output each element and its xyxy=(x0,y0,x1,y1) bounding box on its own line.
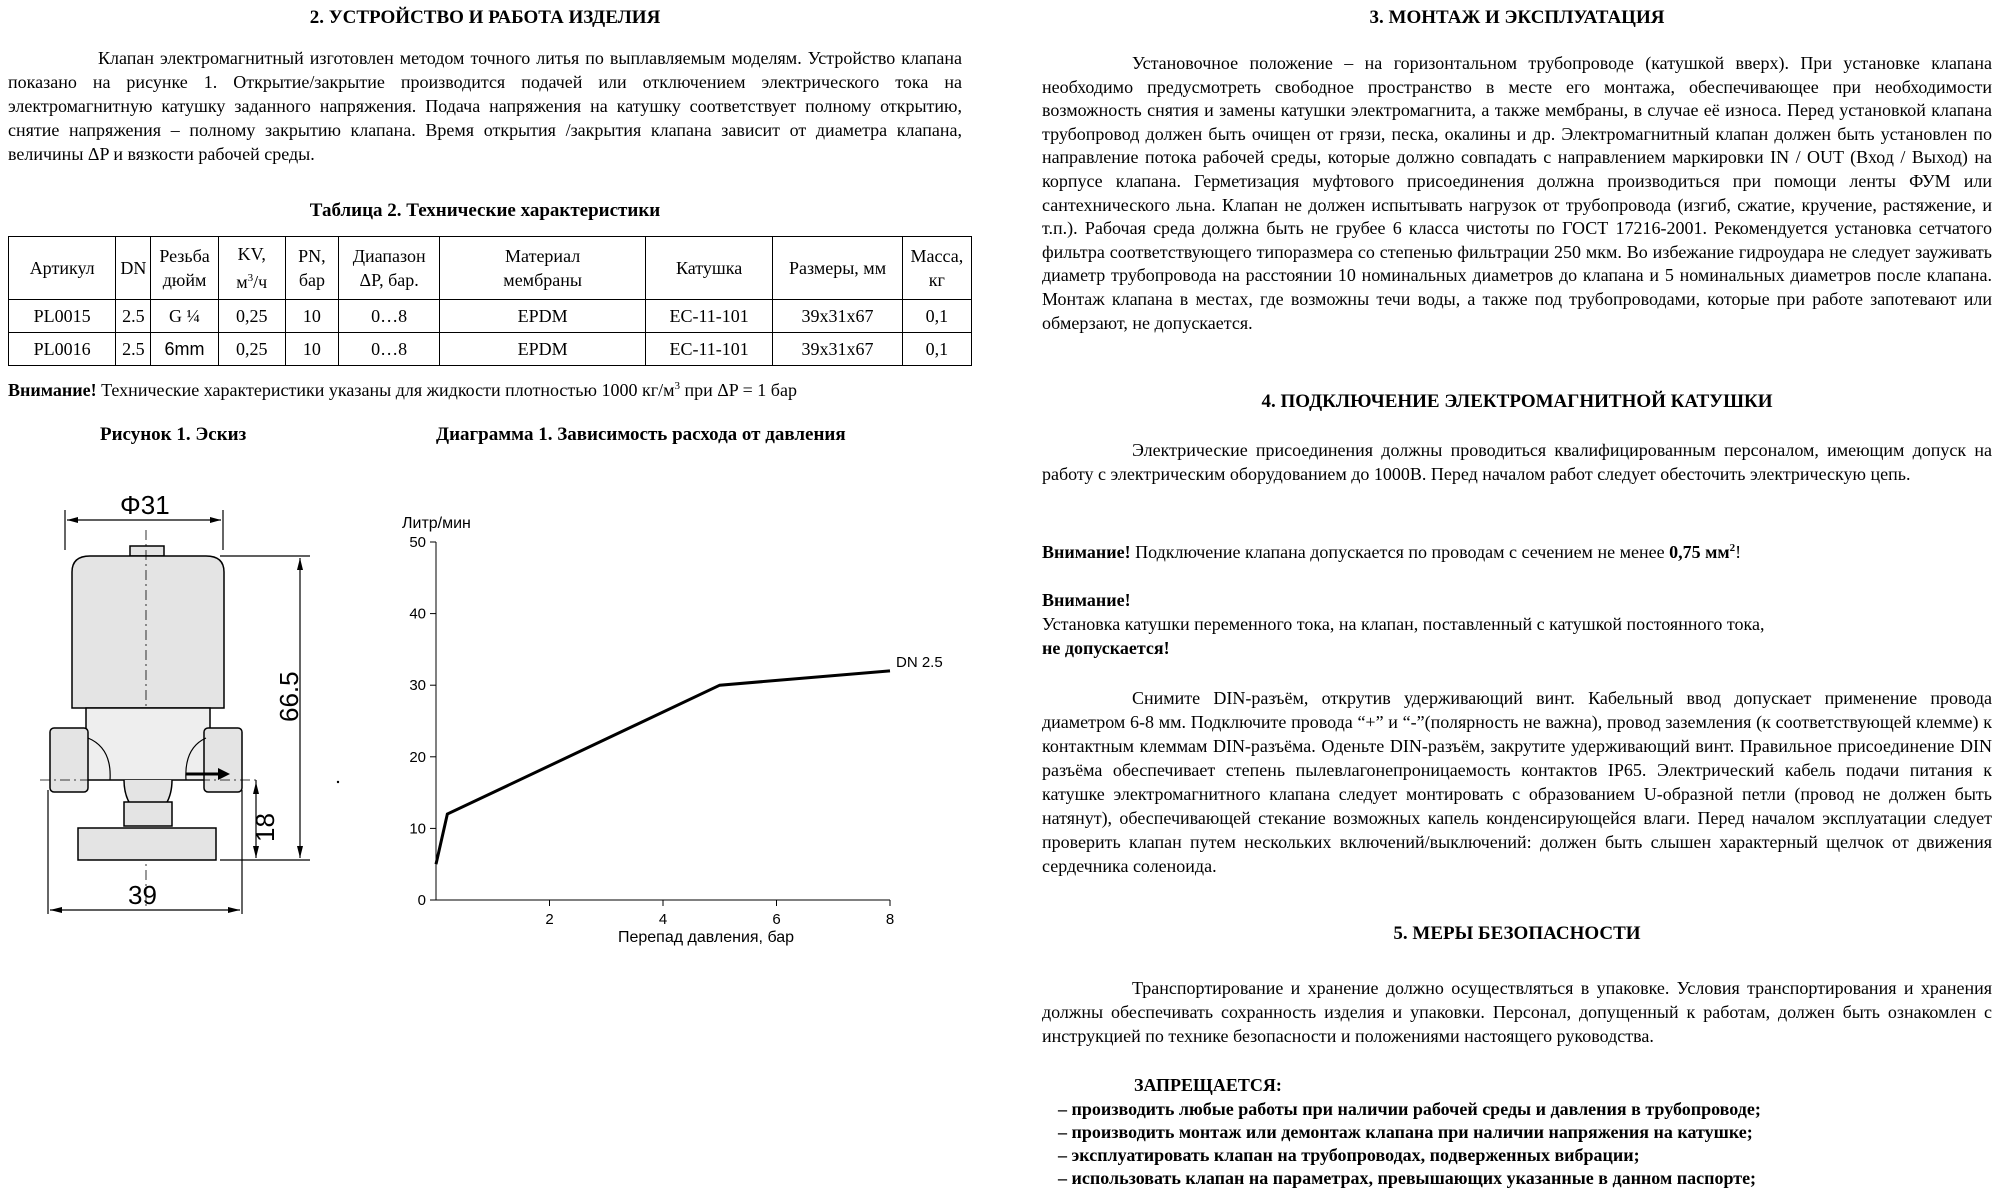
x-tick-label: 6 xyxy=(772,911,781,928)
cell-thread: 6mm xyxy=(151,333,218,366)
y-tick-label: 20 xyxy=(409,748,426,766)
spec-table xyxy=(8,236,972,366)
table-row xyxy=(9,333,972,366)
table-row xyxy=(9,300,972,333)
cell-kv: 0,25 xyxy=(218,300,285,333)
warning1-text: Подключение клапана допускается по проводам с сечением не менее xyxy=(1130,542,1670,562)
x-tick-label: 8 xyxy=(885,911,895,928)
th-size: Размеры, мм xyxy=(773,237,902,300)
warning1-end: ! xyxy=(1735,542,1742,562)
cell-dn: 2.5 xyxy=(116,333,151,366)
cell-size: 39x31x67 xyxy=(773,333,902,366)
cell-material: EPDM xyxy=(440,333,646,366)
section5-text: Транспортирование и хранение должно осуществляться в упаковке. Условия транспортирования и хранения должны обеспечивать сохранность изделия и упаковки. Персонал, допущенный к работам, должен быть ознакомлен с инструкцией по технике безопасности и положениями настоящего руководства. xyxy=(1042,978,1992,1046)
series-label: DN 2.5 xyxy=(896,653,943,671)
cell-mass: 0,1 xyxy=(902,333,971,366)
flow-chart xyxy=(390,500,1010,960)
section2-text: Клапан электромагнитный изготовлен методом точного литья по выплавляемым моделям. Устройство клапана показано на рисунке 1. Открытие/закрытие производится подачей или отключением электрического тока на электромагнитную катушку заданного напряжения. Подача напряжения на катушку соответствует полному открытию, снятие напряжения – полному закрытию клапана. Время открытия /закрытия клапана зависит от диаметра клапана, величины ΔP и вязкости рабочей среды. xyxy=(8,48,962,164)
th-mass: Масса, кг xyxy=(902,237,971,300)
cell-pn: 10 xyxy=(285,300,338,333)
dim-height: 66.5 xyxy=(274,671,304,722)
dim-low: 18 xyxy=(250,813,280,842)
list-item: – производить любые работы при наличии рабочей среды и давления в трубопроводе; xyxy=(1058,1099,1761,1119)
valve-sketch xyxy=(20,490,350,930)
cell-pn: 10 xyxy=(285,333,338,366)
section2-title: 2. УСТРОЙСТВО И РАБОТА ИЗДЕЛИЯ xyxy=(309,7,661,28)
cell-dp: 0…8 xyxy=(339,333,440,366)
section4-title: 4. ПОДКЛЮЧЕНИЕ ЭЛЕКТРОМАГНИТНОЙ КАТУШКИ xyxy=(1261,391,1773,412)
section4-text1: Электрические присоединения должны проводиться квалифицированным персоналом, имеющим допуск на работу с электрическим оборудованием до 1000В. Перед началом работ следует обесточить электрическую цепь. xyxy=(1042,440,1992,484)
cell-size: 39x31x67 xyxy=(773,300,902,333)
y-tick-label: 40 xyxy=(409,605,426,623)
y-tick-label: 0 xyxy=(417,892,426,909)
warning1-sup: 2 xyxy=(1729,542,1736,554)
warning1-value: 0,75 мм xyxy=(1669,542,1730,562)
th-article: Артикул xyxy=(9,237,116,300)
chart-ticks xyxy=(409,534,894,928)
x-tick-label: 2 xyxy=(545,911,554,928)
y-tick-label: 30 xyxy=(409,677,426,695)
section4-warning1 xyxy=(1042,536,1992,564)
cell-material: EPDM xyxy=(440,300,646,333)
x-tick-label: 4 xyxy=(658,911,668,928)
y-tick-label: 50 xyxy=(409,534,426,551)
cell-coil: EC-11-101 xyxy=(645,300,772,333)
table-note xyxy=(8,374,968,402)
chart-ylabel: Литр/мин xyxy=(402,515,471,532)
section4-warning2-label: Внимание! xyxy=(1042,590,1131,610)
section5-title: 5. МЕРЫ БЕЗОПАСНОСТИ xyxy=(1393,923,1641,944)
warning1-label: Внимание! xyxy=(1042,542,1131,562)
th-coil: Катушка xyxy=(645,237,772,300)
cell-article: PL0015 xyxy=(9,300,116,333)
diagram-caption: Диаграмма 1. Зависимость расхода от давления xyxy=(436,424,846,445)
th-dn: DN xyxy=(116,237,151,300)
table-title: Таблица 2. Технические характеристики xyxy=(309,200,661,221)
forbidden-title: ЗАПРЕЩАЕТСЯ: xyxy=(1134,1075,1282,1095)
table-note-label: Внимание! xyxy=(8,380,97,400)
cell-kv: 0,25 xyxy=(218,333,285,366)
th-kv: KV, $м^3/ч$ xyxy=(218,237,285,300)
th-dp: Диапазон ΔP, бар. xyxy=(339,237,440,300)
th-material: Материал мембраны xyxy=(440,237,646,300)
forbidden-list xyxy=(1058,1098,1998,1190)
cell-article: PL0016 xyxy=(9,333,116,366)
cell-dp: 0…8 xyxy=(339,300,440,333)
figure-caption: Рисунок 1. Эскиз xyxy=(100,424,247,445)
chart-series xyxy=(436,654,943,864)
section4-warning2-text: Установка катушки переменного тока, на клапан, поставленный с катушкой постоянного тока, xyxy=(1042,614,1765,634)
table-header-row xyxy=(9,237,972,300)
section4-text2: Снимите DIN-разъём, открутив удерживающий винт. Кабельный ввод допускает применение провода диаметром 6-8 мм. Подключите провода “+” и “-”(полярность не важна), провод заземления (к соответствующей клемме) к контактным клеммам DIN-разъёма. Оденьте DIN-разъём, закрутите удерживающий винт. Правильное присоединение DIN разъёма обеспечивает степень пылевлагонепроницаемость контактов IP65. Электрический кабель подачи питания к катушке электромагнитного клапана следует монтировать с образованием U-образной петли (провод не должен быть натянут), обеспечивающей стекание возможных капель конденсирующейся влаги. Перед началом эксплуатации следует проверить клапан путем нескольких включений/выключений: должен быть слышен характерный щелчок от движения сердечника соленоида. xyxy=(1042,688,1992,876)
y-tick-label: 10 xyxy=(409,820,426,838)
th-pn: PN, бар xyxy=(285,237,338,300)
cell-dn: 2.5 xyxy=(116,300,151,333)
section3-text: Установочное положение – на горизонтальном трубопроводе (катушкой вверх). При установке клапана необходимо предусмотреть свободное пространство в месте его монтажа, обеспечивающее при необходимости возможность снятия и замены катушки электромагнита, а также мембраны, в случае её износа. Перед установкой клапана трубопровод должен быть очищен от грязи, песка, окалины и др. Электромагнитный клапан должен быть установлен по направление потока рабочей среды, которые должно совпадать с направлением маркировки IN / OUT (Вход / Выход) на корпусе клапана. Герметизация муфтового присоединения должна производиться при помощи ленты ФУМ или сантехнического льна. Клапан не должен испытывать нагрузок от трубопровода (изгиб, сжатие, кручение, растяжение, и т.п.). Рабочая среда должна быть не грубее 6 класса чистоты по ГОСТ 17216-2001. Рекомендуется установка сетчатого фильтра соответствующего типоразмера со степенью фильтрации 250 мкм. Во избежание гидроудара не следует зауживать диаметр трубопровода на расстоянии 10 номинальных диаметров до клапана и 5 номинальных диаметров после клапана. Монтаж клапана в местах, где возможны течи воды, а также под трубопроводами, которые при работе запотевают или обмерзают, не допускается. xyxy=(1042,53,1992,333)
chart-axes xyxy=(436,542,890,900)
table-note-sup: 3 xyxy=(674,380,680,392)
section3-title: 3. МОНТАЖ И ЭКСПЛУАТАЦИЯ xyxy=(1369,7,1665,28)
dim-width: 39 xyxy=(128,880,157,910)
cell-coil: EC-11-101 xyxy=(645,333,772,366)
series-line xyxy=(436,671,890,864)
table-note-tail: при ΔP = 1 бар xyxy=(679,380,797,400)
cell-thread: G ¼ xyxy=(151,300,218,333)
list-item: – использовать клапан на параметрах, превышающих указанные в данном паспорте; xyxy=(1058,1168,1757,1188)
table-note-text: Технические характеристики указаны для жидкости плотностью 1000 кг/м xyxy=(96,380,675,400)
list-item: – эксплуатировать клапан на трубопроводах, подверженных вибрации; xyxy=(1058,1145,1640,1165)
section4-warning2-end: не допускается! xyxy=(1042,638,1170,658)
dim-diameter: Φ31 xyxy=(120,490,170,520)
cell-mass: 0,1 xyxy=(902,300,971,333)
list-item: – производить монтаж или демонтаж клапана при наличии напряжения на катушке; xyxy=(1058,1122,1753,1142)
th-thread: Резьба дюйм xyxy=(151,237,218,300)
chart-xlabel: Перепад давления, бар xyxy=(617,929,795,946)
